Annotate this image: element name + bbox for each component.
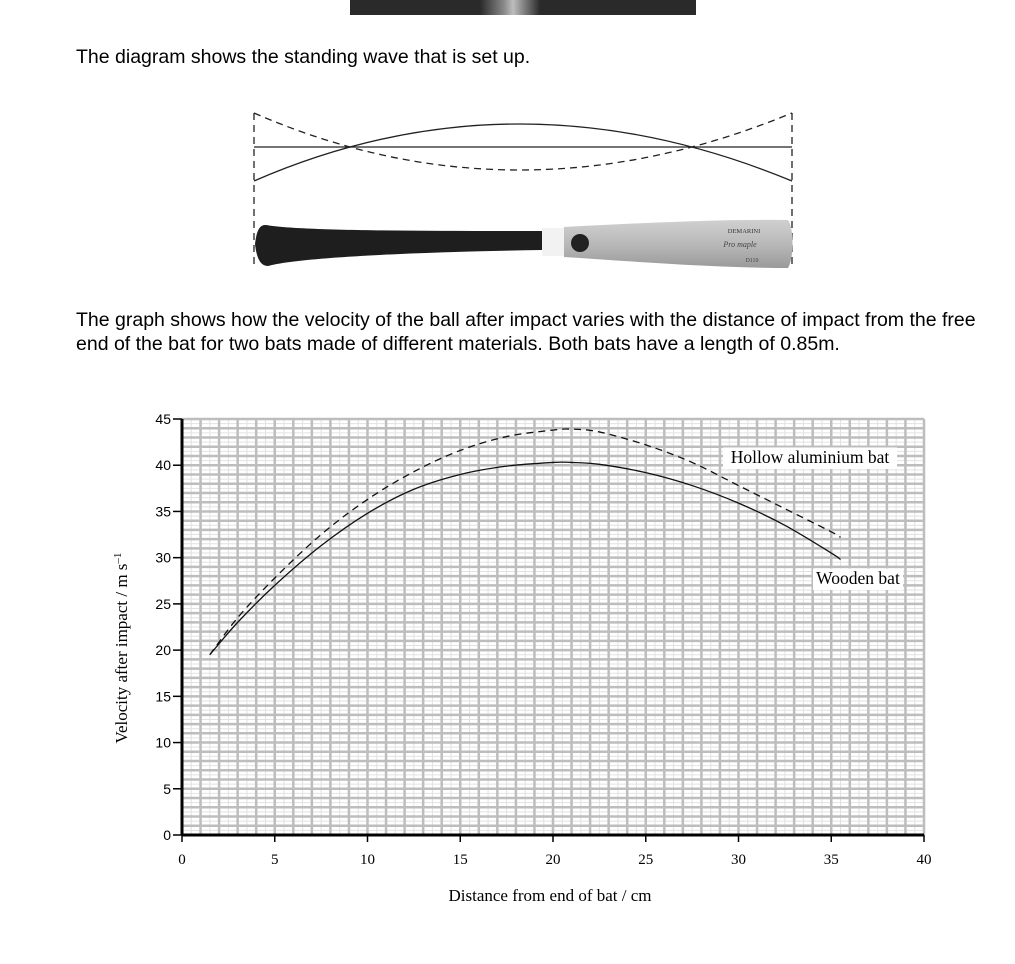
x-tick-label: 10 xyxy=(360,852,375,868)
x-tick-label: 20 xyxy=(545,852,561,868)
y-tick-label: 40 xyxy=(155,457,171,474)
y-tick-label: 35 xyxy=(155,503,171,520)
graph-caption: The graph shows how the velocity of the ball after impact varies with the distance of impact from the free end of the bat for two bats made of different materials. Both bats have a length of 0.85m. xyxy=(76,309,976,355)
x-tick-label: 30 xyxy=(731,852,746,868)
standing-wave-caption: The diagram shows the standing wave that is set up. xyxy=(76,46,531,68)
grid-major xyxy=(182,419,924,835)
series-label-hollow-aluminium-bat: Hollow aluminium bat xyxy=(730,447,890,467)
bat-code: D110 xyxy=(745,258,759,264)
y-tick-label: 15 xyxy=(155,688,171,705)
velocity-graph xyxy=(0,400,1015,920)
series-label-wooden-bat: Wooden bat xyxy=(816,568,900,588)
x-tick-label: 0 xyxy=(178,852,186,868)
x-axis-label: Distance from end of bat / cm xyxy=(448,886,652,905)
x-tick-label: 35 xyxy=(823,852,839,868)
x-tick-label: 25 xyxy=(638,852,654,868)
x-tick-label: 5 xyxy=(271,852,279,868)
x-tick-label: 15 xyxy=(452,852,468,868)
standing-wave-diagram xyxy=(0,100,1015,280)
logo-icon xyxy=(571,234,589,252)
wave-dashed-curve xyxy=(254,113,792,170)
y-tick-label: 30 xyxy=(155,549,171,566)
bat-brand: DEMARINI xyxy=(727,228,761,235)
y-tick-label: 5 xyxy=(163,780,171,797)
y-tick-label: 20 xyxy=(155,642,171,659)
y-tick-label: 25 xyxy=(155,595,171,612)
wave-solid-curve xyxy=(254,124,792,181)
y-tick-label: 45 xyxy=(155,411,171,427)
y-axis-label: Velocity after impact / m $s^{-1}$ xyxy=(112,552,131,744)
baseball-bat xyxy=(255,220,793,268)
y-tick-label: 0 xyxy=(163,827,171,843)
y-axis-ticks xyxy=(155,411,182,843)
x-axis-ticks xyxy=(178,835,931,868)
bat-model: Pro maple xyxy=(723,240,757,249)
y-tick-label: 10 xyxy=(155,734,171,751)
x-tick-label: 40 xyxy=(916,852,932,868)
photo-fragment xyxy=(350,0,696,15)
